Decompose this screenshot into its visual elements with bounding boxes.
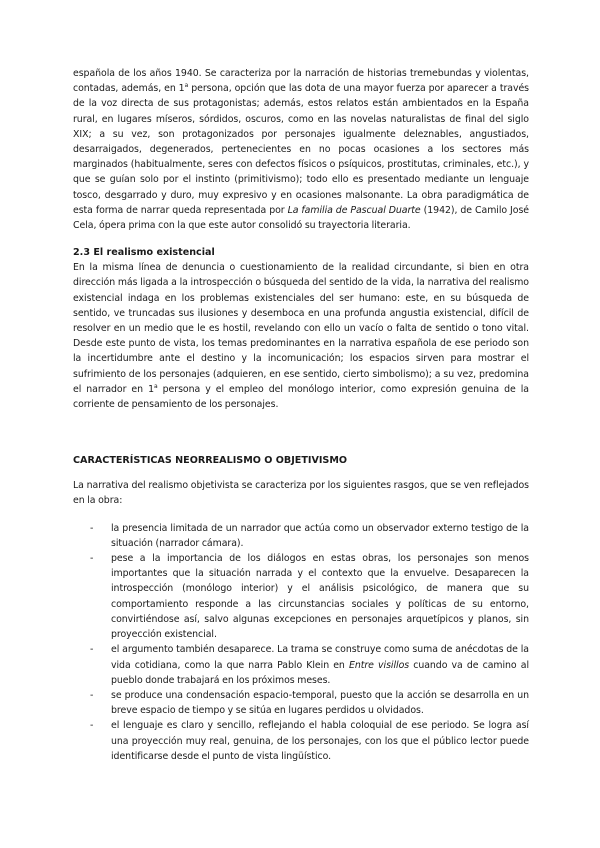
list-item: [73, 642, 529, 688]
text-run: española de los años 1940. Se caracteriza por la narración de historias tremebundas y violentas, contadas, además, en 1: [73, 68, 529, 95]
text-run: persona, opción que las dota de una mayor fuerza por aparecer a través de la voz directa de sus protagonistas; además, estos relatos están ambientados en la España rural, en lugares míseros, sórdidos, oscuros, como en las novelas naturalistas de final del siglo XIX; a su vez, son protagonizados por personajes igualmente deleznables, angustiados, desarraigados, degenerados, pertenecientes en no pocas ocasiones a los sectores más marginados (habitualmente, seres con defectos físicos o psíquicos, prostitutas, criminales, etc.), y que se guían solo por el instinto (primitivismo); todo ello es presentado mediante un lenguaje tosco, desgarrado y duro, muy expresivo y en ocasiones malsonante. La obra paradigmática de esta forma de narrar queda representada por: [73, 83, 529, 216]
work-title: Entre visillos: [348, 659, 410, 671]
section-heading-realismo-existencial: 2.3 El realismo existencial: [73, 247, 215, 259]
section-heading-neorrealismo: CARACTERÍSTICAS NEORREALISMO O OBJETIVISMO: [73, 455, 348, 467]
work-title: La familia de Pascual Duarte: [287, 204, 421, 216]
list-item-text: se produce una condensación espacio-temporal, puesto que la acción se desarrolla en un breve espacio de tiempo y se sitúa en lugares perdidos u olvidados.: [111, 689, 529, 717]
list-item-text: la presencia limitada de un narrador que actúa como un observador externo testigo de la situación (narrador cámara).: [111, 522, 529, 549]
dash-bullet: -: [90, 553, 94, 565]
text-run: persona y el empleo del monólogo interior, como expresión genuina de la corriente de pensamiento de los personajes.: [73, 383, 529, 411]
characteristics-list: [73, 521, 529, 764]
text-run: En la misma línea de denuncia o cuestionamiento de la realidad circundante, si bien en otra dirección más ligada a la introspección o búsqueda del sentido de la vida, la narrativa del realismo existencial indaga en los problemas existenciales del ser humano: este, en su búsqueda de sentido, ve truncadas sus ilusiones y desemboca en una profunda angustia existencial, difícil de resolver en un medio que le es hostil, revelando con ello un vacío o falta de sentido o tono vital. Desde este punto de vista, los temas predominantes en la narrativa española de ese periodo son la incertidumbre ante el destino y la incomunicación; los espacios sirven para mostrar el sufrimiento de los personajes (adquieren, en ese sentido, cierto simbolismo); a su vez, predomina el narrador en 1: [73, 262, 529, 395]
paragraph-realismo-existencial: [73, 260, 529, 412]
ordinal-superscript: a: [153, 382, 158, 390]
list-item: [73, 551, 529, 642]
paragraph-tremendismo: [73, 66, 529, 233]
list-item: [73, 718, 529, 764]
dash-bullet: -: [90, 644, 94, 656]
text-run: (1942), de Camilo José Cela, ópera prima con la que este autor consolidó su trayectoria literaria.: [73, 204, 529, 232]
list-item: [73, 688, 529, 718]
list-item-text: pese a la importancia de los diálogos en estas obras, los personajes son menos importantes que la situación narrada y el contexto que la envuelve. Desaparecen la introspección (monólogo interior) y el análisis psicológico, de manera que su comportamiento responde a las circunstancias sociales y políticas de su entorno, convirtiéndose así, salvo algunas excepciones en personajes arquetípicos y planos, sin proyección existencial.: [111, 553, 529, 641]
ordinal-superscript: a: [184, 82, 189, 90]
list-item: [73, 521, 529, 551]
dash-bullet: -: [90, 522, 94, 534]
list-item-text: cuando va de camino al pueblo donde trabajará en los próximos meses.: [111, 659, 529, 686]
list-item-text: el argumento también desaparece. La trama se construye como suma de anécdotas de la vida cotidiana, como la que narra Pablo Klein en: [111, 644, 529, 671]
dash-bullet: -: [90, 720, 94, 732]
list-item-text: el lenguaje es claro y sencillo, reflejando el habla coloquial de ese periodo. Se logra así una proyección muy real, genuina, de los personajes, con los que el público lector puede identificarse desde el punto de vista lingüístico.: [111, 720, 529, 762]
paragraph-intro: La narrativa del realismo objetivista se caracteriza por los siguientes rasgos, que se ven reflejados en la obra:: [73, 480, 529, 507]
dash-bullet: -: [90, 689, 94, 701]
